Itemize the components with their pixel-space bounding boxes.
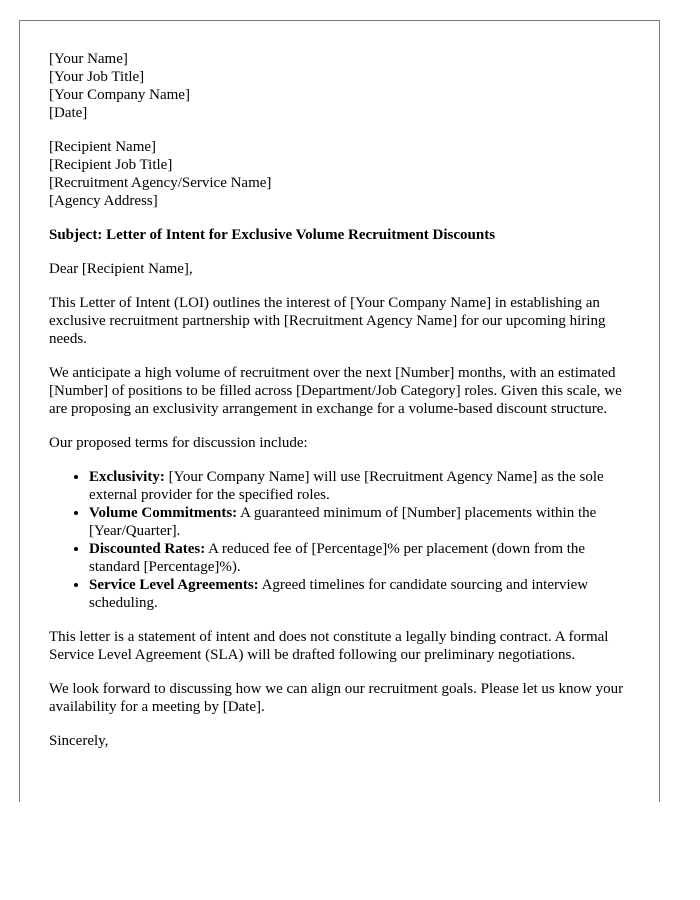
term-item [89,540,639,576]
disclaimer-paragraph: This letter is a statement of intent and does not constitute a legally binding contract. A formal Service Level Agreement (SLA) will be drafted following our preliminary negotiations. [49,629,609,663]
letter-content [49,50,639,766]
volume-paragraph: We anticipate a high volume of recruitment over the next [Number] months, with an estimated [Number] of positions to be filled across [Department/Job Category] roles. Given this scale, we are proposing an exclusivity arrangement in exchange for a volume-based discount structure. [49,365,622,417]
term-item [89,576,639,612]
term-label: Exclusivity: [89,469,165,485]
sender-block [49,50,639,122]
recipient-job-title: [Recipient Job Title] [49,157,173,173]
term-text: Agreed timelines for candidate sourcing and interview scheduling. [89,577,589,611]
term-item [89,504,639,540]
terms-intro: Our proposed terms for discussion include: [49,435,308,451]
recipient-name: [Recipient Name] [49,139,157,155]
sender-company: [Your Company Name] [49,87,190,103]
letter-page [19,20,660,802]
letter-subject: Subject: Letter of Intent for Exclusive Volume Recruitment Discounts [49,227,496,243]
sender-date: [Date] [49,105,88,121]
salutation: Dear [Recipient Name], [49,261,193,277]
followup-paragraph: We look forward to discussing how we can align our recruitment goals. Please let us know your availability for a meeting by [Date]. [49,681,624,715]
terms-list [49,468,639,612]
term-text: A reduced fee of [Percentage]% per placement (down from the standard [Percentage]%). [89,541,586,575]
sender-job-title: [Your Job Title] [49,69,145,85]
recipient-block [49,138,639,210]
term-label: Volume Commitments: [89,505,238,521]
term-text: [Your Company Name] will use [Recruitment Agency Name] as the sole external provider for the specified roles. [89,469,604,503]
term-label: Discounted Rates: [89,541,206,557]
term-item [89,468,639,504]
intro-paragraph: This Letter of Intent (LOI) outlines the interest of [Your Company Name] in establishing an exclusive recruitment partnership with [Recruitment Agency Name] for our upcoming hiring needs. [49,295,606,347]
sender-name: [Your Name] [49,51,128,67]
recipient-agency: [Recruitment Agency/Service Name] [49,175,272,191]
term-text: A guaranteed minimum of [Number] placements within the [Year/Quarter]. [89,505,597,539]
recipient-address: [Agency Address] [49,193,158,209]
signoff: Sincerely, [49,733,109,749]
term-label: Service Level Agreements: [89,577,259,593]
